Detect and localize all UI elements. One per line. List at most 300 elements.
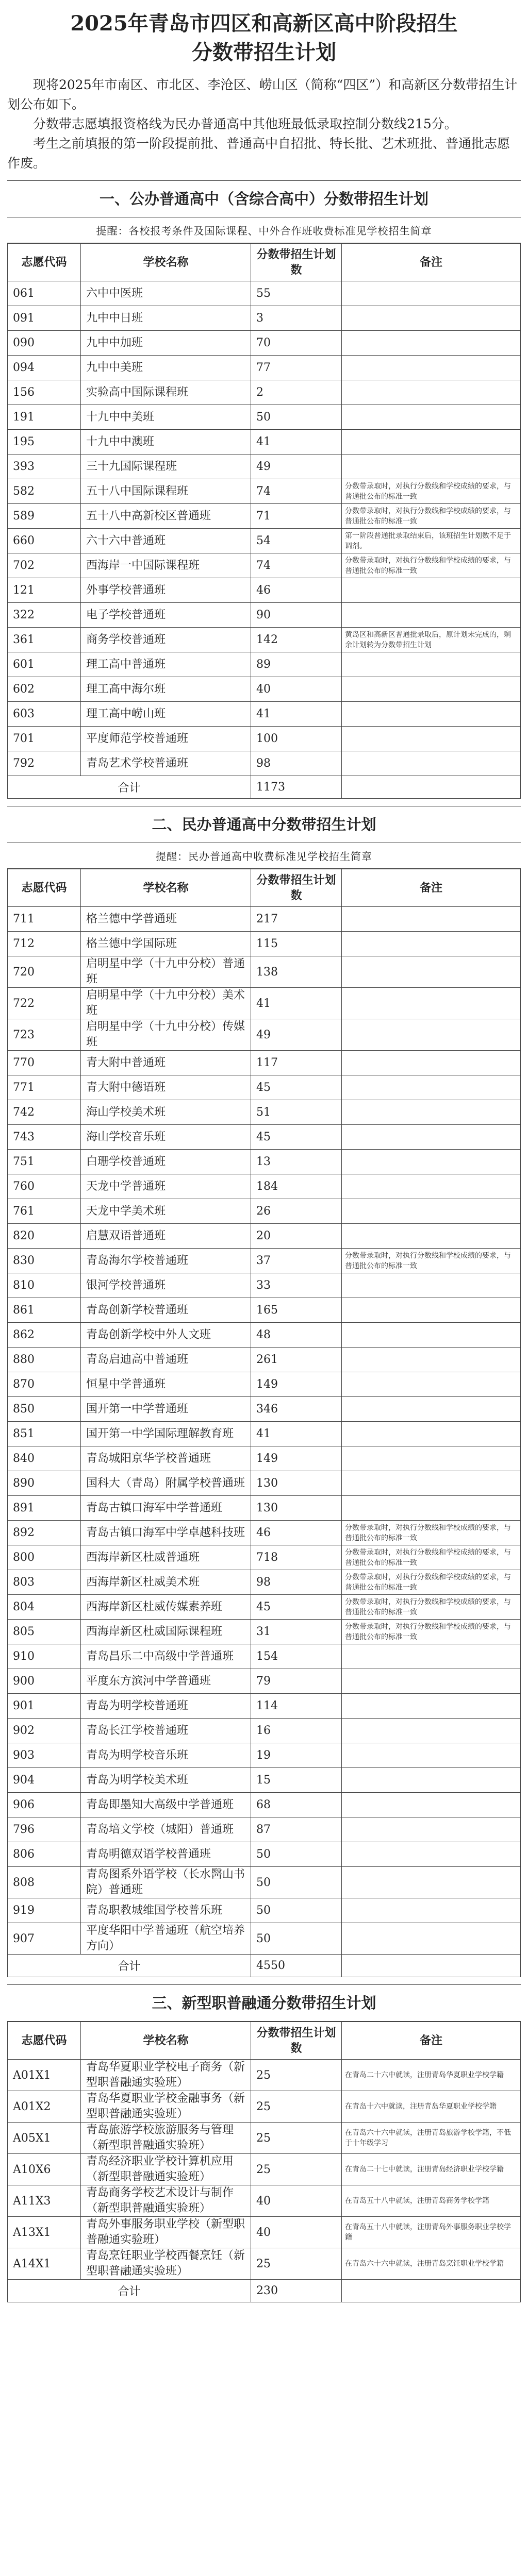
table-row <box>8 2217 521 2248</box>
remark-cell: 分数带录取时，对执行分数线和学校成绩的要求，与普通批公布的标准一致 <box>342 1570 521 1595</box>
quota-count: 142 <box>251 628 342 652</box>
table-row <box>8 907 521 932</box>
remark-cell: 在青岛六十六中就读，注册青岛旅游学校学籍，不低于十年级学习 <box>342 2123 521 2154</box>
remark-cell: 在青岛十六中就读，注册青岛华夏职业学校学籍 <box>342 2091 521 2123</box>
quota-count: 54 <box>251 529 342 553</box>
school-code: 094 <box>8 356 81 380</box>
school-code: 850 <box>8 1397 81 1422</box>
school-code: 792 <box>8 751 81 776</box>
school-name: 恒星中学普通班 <box>81 1372 251 1397</box>
school-name: 六十六中普通班 <box>81 529 251 553</box>
school-code: 808 <box>8 1867 81 1898</box>
remark-cell <box>342 751 521 776</box>
section-title: 二、民办普通高中分数带招生计划 <box>7 806 521 843</box>
school-code: 195 <box>8 430 81 454</box>
school-name: 天龙中学普通班 <box>81 1174 251 1199</box>
quota-count: 50 <box>251 1923 342 1955</box>
remark-cell <box>342 652 521 677</box>
school-code: 900 <box>8 1669 81 1694</box>
section-title: 一、公办普通高中（含综合高中）分数带招生计划 <box>7 180 521 217</box>
school-name: 西海岸一中国际课程班 <box>81 553 251 578</box>
school-code: 361 <box>8 628 81 652</box>
table-row <box>8 1372 521 1397</box>
table-row <box>8 1298 521 1323</box>
table-row <box>8 1768 521 1793</box>
school-name: 银河学校普通班 <box>81 1273 251 1298</box>
quota-count: 25 <box>251 2154 342 2185</box>
quota-count: 49 <box>251 454 342 479</box>
table-row <box>8 1174 521 1199</box>
remark-cell <box>342 956 521 988</box>
school-code: 901 <box>8 1694 81 1719</box>
remark-cell <box>342 1644 521 1669</box>
quota-count: 89 <box>251 652 342 677</box>
quota-count: 217 <box>251 907 342 932</box>
quota-count: 55 <box>251 281 342 306</box>
school-code: A01X1 <box>8 2060 81 2091</box>
remark-cell <box>342 1273 521 1298</box>
quota-count: 184 <box>251 1174 342 1199</box>
table-row <box>8 1545 521 1570</box>
school-name: 六中中医班 <box>81 281 251 306</box>
quota-count: 50 <box>251 1867 342 1898</box>
school-name: 平度师范学校普通班 <box>81 727 251 751</box>
table-row <box>8 1620 521 1644</box>
table-row <box>8 2248 521 2280</box>
remark-cell <box>342 932 521 956</box>
school-name: 启明星中学（十九中分校）传媒班 <box>81 1019 251 1051</box>
quota-count: 31 <box>251 1620 342 1644</box>
quota-count: 77 <box>251 356 342 380</box>
remark-cell <box>342 1694 521 1719</box>
quota-count: 138 <box>251 956 342 988</box>
school-name: 五十八中高新校区普通班 <box>81 504 251 529</box>
school-code: 805 <box>8 1620 81 1644</box>
quota-count: 49 <box>251 1019 342 1051</box>
school-name: 西海岸新区杜威国际课程班 <box>81 1620 251 1644</box>
quota-count: 40 <box>251 677 342 702</box>
school-name: 青岛培文学校（城阳）普通班 <box>81 1817 251 1842</box>
table-row <box>8 1669 521 1694</box>
school-code: 723 <box>8 1019 81 1051</box>
table-row <box>8 1100 521 1125</box>
table-row <box>8 1397 521 1422</box>
remark-cell <box>342 380 521 405</box>
school-name: 西海岸新区杜威普通班 <box>81 1545 251 1570</box>
school-code: 870 <box>8 1372 81 1397</box>
school-name: 青岛商务学校艺术设计与制作（新型职普融通实验班） <box>81 2185 251 2217</box>
remark-cell <box>342 1051 521 1075</box>
remark-cell <box>342 1446 521 1471</box>
document-title <box>7 0 521 67</box>
remark-cell <box>342 1768 521 1793</box>
table-row <box>8 1051 521 1075</box>
title-line-2: 分数带招生计划 <box>192 40 336 64</box>
school-name: 理工高中崂山班 <box>81 702 251 727</box>
school-name: 天龙中学美术班 <box>81 1199 251 1224</box>
table-row <box>8 1743 521 1768</box>
remark-cell <box>342 1422 521 1446</box>
school-code: A11X3 <box>8 2185 81 2217</box>
section-note: 提醒：民办普通高中收费标准见学校招生简章 <box>7 843 521 869</box>
school-code: A13X1 <box>8 2217 81 2248</box>
remark-cell: 分数带录取时，对执行分数线和学校成绩的要求，与普通批公布的标准一致 <box>342 1595 521 1620</box>
school-code: 589 <box>8 504 81 529</box>
quota-count: 48 <box>251 1323 342 1348</box>
remark-cell <box>342 1199 521 1224</box>
school-code: 910 <box>8 1644 81 1669</box>
table-row <box>8 1471 521 1496</box>
table-row <box>8 331 521 356</box>
school-code: 796 <box>8 1817 81 1842</box>
table-row <box>8 454 521 479</box>
quota-count: 98 <box>251 1570 342 1595</box>
school-name: 海山学校音乐班 <box>81 1125 251 1150</box>
school-name: 西海岸新区杜威传媒素养班 <box>81 1595 251 1620</box>
remark-cell <box>342 578 521 603</box>
table-row <box>8 1422 521 1446</box>
table-row <box>8 956 521 988</box>
school-name: 平度华阳中学普通班（航空培养方向） <box>81 1923 251 1955</box>
table-row <box>8 702 521 727</box>
school-name: 平度东方滨河中学普通班 <box>81 1669 251 1694</box>
quota-count: 114 <box>251 1694 342 1719</box>
remark-cell: 分数带录取时，对执行分数线和学校成绩的要求，与普通批公布的标准一致 <box>342 504 521 529</box>
remark-cell <box>342 1125 521 1150</box>
school-name: 青岛古镇口海军中学卓越科技班 <box>81 1521 251 1545</box>
quota-table <box>7 243 521 799</box>
remark-cell <box>342 727 521 751</box>
school-code: A01X2 <box>8 2091 81 2123</box>
school-name: 青岛经济职业学校计算机应用（新型职普融通实验班） <box>81 2154 251 2185</box>
school-name: 青岛华夏职业学校金融事务（新型职普融通实验班） <box>81 2091 251 2123</box>
header-count: 分数带招生计划数 <box>251 869 342 907</box>
quota-count: 26 <box>251 1199 342 1224</box>
section-note: 提醒：各校报考条件及国际课程、中外合作班收费标准见学校招生简章 <box>7 217 521 243</box>
remark-cell <box>342 677 521 702</box>
school-name: 青大附中普通班 <box>81 1051 251 1075</box>
remark-cell <box>342 603 521 628</box>
quota-count: 50 <box>251 1898 342 1923</box>
total-remark <box>342 1955 521 1977</box>
quota-count: 154 <box>251 1644 342 1669</box>
quota-count: 346 <box>251 1397 342 1422</box>
table-row <box>8 1249 521 1273</box>
school-name: 青岛昌乐二中高级中学普通班 <box>81 1644 251 1669</box>
school-code: 851 <box>8 1422 81 1446</box>
intro-paragraph: 考生之前填报的第一阶段提前批、普通高中自招批、特长批、艺术班批、普通批志愿作废。 <box>7 136 510 171</box>
table-row <box>8 2091 521 2123</box>
remark-cell <box>342 1793 521 1817</box>
table-row <box>8 479 521 504</box>
school-code: 701 <box>8 727 81 751</box>
school-code: 751 <box>8 1150 81 1174</box>
remark-cell <box>342 1719 521 1743</box>
school-name: 西海岸新区杜威美术班 <box>81 1570 251 1595</box>
total-count: 4550 <box>251 1955 342 1977</box>
school-code: 091 <box>8 306 81 331</box>
school-name: 格兰德中学国际班 <box>81 932 251 956</box>
school-code: 090 <box>8 331 81 356</box>
total-remark <box>342 776 521 799</box>
school-name: 青岛烹饪职业学校西餐烹饪（新型职普融通实验班） <box>81 2248 251 2280</box>
school-code: A10X6 <box>8 2154 81 2185</box>
remark-cell <box>342 1898 521 1923</box>
school-code: 702 <box>8 553 81 578</box>
school-name: 理工高中普通班 <box>81 652 251 677</box>
quota-count: 87 <box>251 1817 342 1842</box>
school-code: 770 <box>8 1051 81 1075</box>
school-code: 720 <box>8 956 81 988</box>
school-name: 青岛图系外语学校（长水醫山书院）普通班 <box>81 1867 251 1898</box>
table-row <box>8 578 521 603</box>
school-code: 602 <box>8 677 81 702</box>
remark-cell <box>342 331 521 356</box>
quota-count: 16 <box>251 1719 342 1743</box>
remark-cell <box>342 430 521 454</box>
school-code: 742 <box>8 1100 81 1125</box>
school-name: 青岛职教城维国学校普乐班 <box>81 1898 251 1923</box>
remark-cell <box>342 1224 521 1249</box>
quota-count: 40 <box>251 2185 342 2217</box>
table-header-row <box>8 244 521 281</box>
remark-cell: 黄岛区和高新区普通批录取后，原计划未完成的，剩余计划转为分数带招生计划 <box>342 628 521 652</box>
remark-cell <box>342 454 521 479</box>
remark-cell <box>342 1842 521 1867</box>
quota-count: 50 <box>251 405 342 430</box>
school-name: 三十九国际课程班 <box>81 454 251 479</box>
table-row <box>8 1521 521 1545</box>
table-row <box>8 1199 521 1224</box>
header-count: 分数带招生计划数 <box>251 244 342 281</box>
table-row <box>8 529 521 553</box>
table-row <box>8 1496 521 1521</box>
total-row <box>8 1955 521 1977</box>
school-name: 十九中中美班 <box>81 405 251 430</box>
header-code: 志愿代码 <box>8 869 81 907</box>
table-row <box>8 380 521 405</box>
quota-count: 37 <box>251 1249 342 1273</box>
quota-count: 117 <box>251 1051 342 1075</box>
total-label: 合计 <box>8 1955 251 1977</box>
quota-count: 74 <box>251 553 342 578</box>
remark-cell <box>342 1100 521 1125</box>
table-header-row <box>8 2022 521 2060</box>
quota-count: 20 <box>251 1224 342 1249</box>
school-name: 五十八中国际课程班 <box>81 479 251 504</box>
quota-count: 718 <box>251 1545 342 1570</box>
table-row <box>8 1273 521 1298</box>
school-code: 902 <box>8 1719 81 1743</box>
school-code: 061 <box>8 281 81 306</box>
remark-cell <box>342 1298 521 1323</box>
header-remark: 备注 <box>342 244 521 281</box>
quota-count: 71 <box>251 504 342 529</box>
remark-cell <box>342 1174 521 1199</box>
remark-cell: 分数带录取时，对执行分数线和学校成绩的要求，与普通批公布的标准一致 <box>342 553 521 578</box>
intro-text <box>7 75 521 173</box>
header-name: 学校名称 <box>81 869 251 907</box>
quota-count: 261 <box>251 1348 342 1372</box>
quota-count: 25 <box>251 2060 342 2091</box>
school-name: 青岛城阳京华学校普通班 <box>81 1446 251 1471</box>
school-name: 青岛启迪高中普通班 <box>81 1348 251 1372</box>
school-code: A14X1 <box>8 2248 81 2280</box>
school-code: 722 <box>8 988 81 1019</box>
school-name: 海山学校美术班 <box>81 1100 251 1125</box>
table-row <box>8 1446 521 1471</box>
school-name: 理工高中海尔班 <box>81 677 251 702</box>
school-name: 实验高中国际课程班 <box>81 380 251 405</box>
quota-count: 19 <box>251 1743 342 1768</box>
table-row <box>8 1595 521 1620</box>
quota-count: 33 <box>251 1273 342 1298</box>
school-name: 九中中美班 <box>81 356 251 380</box>
remark-cell <box>342 1019 521 1051</box>
quota-count: 130 <box>251 1471 342 1496</box>
school-code: 121 <box>8 578 81 603</box>
quota-count: 68 <box>251 1793 342 1817</box>
table-row <box>8 281 521 306</box>
school-code: 903 <box>8 1743 81 1768</box>
quota-count: 46 <box>251 578 342 603</box>
school-name: 青岛创新学校中外人文班 <box>81 1323 251 1348</box>
table-row <box>8 652 521 677</box>
school-code: 601 <box>8 652 81 677</box>
table-row <box>8 1694 521 1719</box>
school-name: 青岛明德双语学校普通班 <box>81 1842 251 1867</box>
school-name: 九中中加班 <box>81 331 251 356</box>
school-name: 启明星中学（十九中分校）美术班 <box>81 988 251 1019</box>
total-label: 合计 <box>8 2280 251 2302</box>
remark-cell <box>342 1150 521 1174</box>
section-vocational <box>7 1984 521 2302</box>
table-row <box>8 1075 521 1100</box>
quota-count: 41 <box>251 430 342 454</box>
remark-cell <box>342 1923 521 1955</box>
school-name: 外事学校普通班 <box>81 578 251 603</box>
school-name: 青岛即墨知大高级中学普通班 <box>81 1793 251 1817</box>
remark-cell <box>342 1372 521 1397</box>
school-code: 810 <box>8 1273 81 1298</box>
remark-cell: 在青岛五十八中就读，注册青岛商务学校学籍 <box>342 2185 521 2217</box>
school-code: 891 <box>8 1496 81 1521</box>
remark-cell: 在青岛六十六中就读，注册青岛烹饪职业学校学籍 <box>342 2248 521 2280</box>
school-code: 830 <box>8 1249 81 1273</box>
total-remark <box>342 2280 521 2302</box>
school-name: 九中中日班 <box>81 306 251 331</box>
table-row <box>8 751 521 776</box>
table-row <box>8 356 521 380</box>
school-code: 322 <box>8 603 81 628</box>
school-code: 803 <box>8 1570 81 1595</box>
school-code: 761 <box>8 1199 81 1224</box>
school-code: 393 <box>8 454 81 479</box>
remark-cell <box>342 1397 521 1422</box>
header-code: 志愿代码 <box>8 2022 81 2060</box>
quota-count: 90 <box>251 603 342 628</box>
school-name: 青岛长江学校普通班 <box>81 1719 251 1743</box>
intro-paragraph: 现将2025年市南区、市北区、李沧区、崂山区（简称“四区”）和高新区分数带招生计划公布如下。 <box>7 77 518 112</box>
section-private <box>7 806 521 1977</box>
table-row <box>8 2060 521 2091</box>
school-code: 743 <box>8 1125 81 1150</box>
remark-cell <box>342 1496 521 1521</box>
school-code: 840 <box>8 1446 81 1471</box>
quota-count: 25 <box>251 2248 342 2280</box>
table-row <box>8 603 521 628</box>
quota-count: 25 <box>251 2123 342 2154</box>
remark-cell: 分数带录取时，对执行分数线和学校成绩的要求，与普通批公布的标准一致 <box>342 1521 521 1545</box>
school-code: 919 <box>8 1898 81 1923</box>
quota-count: 2 <box>251 380 342 405</box>
school-code: 906 <box>8 1793 81 1817</box>
school-code: 800 <box>8 1545 81 1570</box>
table-row <box>8 2154 521 2185</box>
quota-count: 40 <box>251 2217 342 2248</box>
remark-cell <box>342 1817 521 1842</box>
remark-cell: 分数带录取时，对执行分数线和学校成绩的要求，与普通批公布的标准一致 <box>342 1545 521 1570</box>
quota-count: 165 <box>251 1298 342 1323</box>
total-row <box>8 776 521 799</box>
remark-cell <box>342 1669 521 1694</box>
remark-cell: 在青岛五十八中就读，注册青岛外事服务职业学校学籍 <box>342 2217 521 2248</box>
header-remark: 备注 <box>342 869 521 907</box>
school-code: 820 <box>8 1224 81 1249</box>
quota-count: 13 <box>251 1150 342 1174</box>
header-remark: 备注 <box>342 2022 521 2060</box>
school-name: 青岛为明学校普通班 <box>81 1694 251 1719</box>
school-name: 国开第一中学国际理解教育班 <box>81 1422 251 1446</box>
school-name: 启明星中学（十九中分校）普通班 <box>81 956 251 988</box>
quota-count: 45 <box>251 1125 342 1150</box>
table-header-row <box>8 869 521 907</box>
school-name: 青岛海尔学校普通班 <box>81 1249 251 1273</box>
header-name: 学校名称 <box>81 244 251 281</box>
quota-count: 79 <box>251 1669 342 1694</box>
quota-count: 46 <box>251 1521 342 1545</box>
table-row <box>8 1570 521 1595</box>
school-name: 青岛创新学校普通班 <box>81 1298 251 1323</box>
quota-count: 50 <box>251 1842 342 1867</box>
quota-count: 70 <box>251 331 342 356</box>
total-count: 1173 <box>251 776 342 799</box>
quota-count: 41 <box>251 1422 342 1446</box>
intro-paragraph: 分数带志愿填报资格线为民办普通高中其他班最低录取控制分数线215分。 <box>33 116 457 131</box>
school-code: 861 <box>8 1298 81 1323</box>
school-name: 白珊学校普通班 <box>81 1150 251 1174</box>
school-code: 892 <box>8 1521 81 1545</box>
quota-count: 149 <box>251 1372 342 1397</box>
school-name: 青岛艺术学校普通班 <box>81 751 251 776</box>
quota-count: 15 <box>251 1768 342 1793</box>
remark-cell: 在青岛二十七中就读，注册青岛经济职业学校学籍 <box>342 2154 521 2185</box>
quota-count: 51 <box>251 1100 342 1125</box>
table-row <box>8 306 521 331</box>
table-row <box>8 553 521 578</box>
school-code: 711 <box>8 907 81 932</box>
remark-cell <box>342 1323 521 1348</box>
quota-table <box>7 869 521 1977</box>
quota-count: 45 <box>251 1595 342 1620</box>
quota-count: 98 <box>251 751 342 776</box>
remark-cell <box>342 702 521 727</box>
header-count: 分数带招生计划数 <box>251 2022 342 2060</box>
school-code: 880 <box>8 1348 81 1372</box>
remark-cell <box>342 907 521 932</box>
table-row <box>8 1644 521 1669</box>
school-code: 660 <box>8 529 81 553</box>
